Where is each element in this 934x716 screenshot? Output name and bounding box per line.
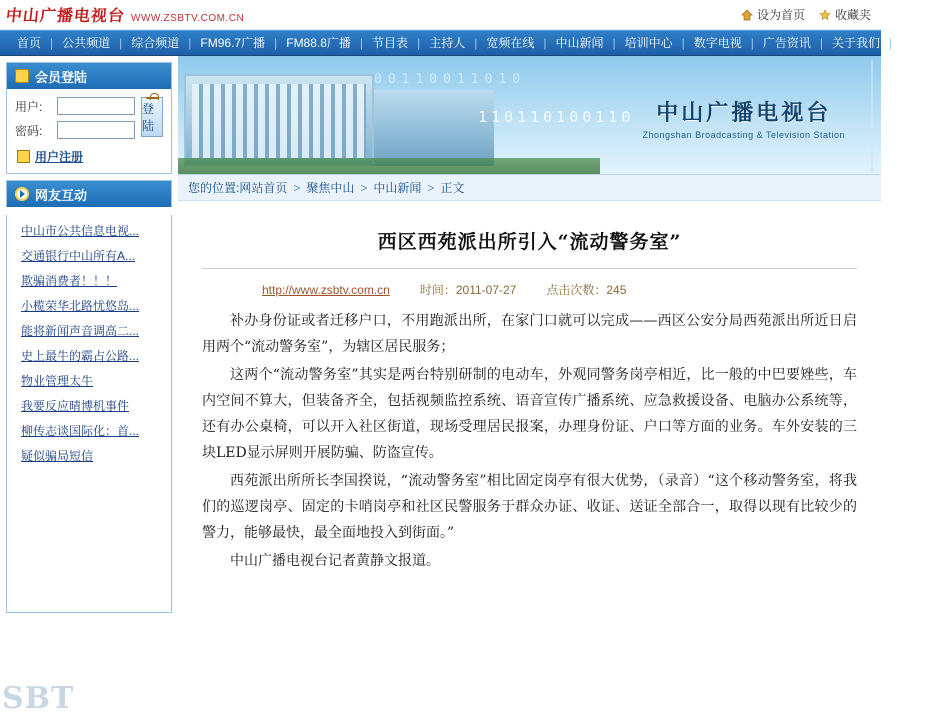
add-favorite-label: 收藏夹 [834, 8, 871, 22]
nav-sep: | [417, 36, 421, 50]
interact-panel-title: 网友互动 [35, 187, 88, 203]
nav-sep: | [750, 36, 754, 50]
banner-building-image-2 [374, 90, 494, 166]
logo-url: WWW.ZSBTV.COM.CN [131, 13, 245, 24]
nav-item-8[interactable]: 中山新闻 [555, 36, 604, 50]
set-homepage-label: 设为首页 [756, 8, 805, 22]
nav-item-12[interactable]: 关于我们 [832, 36, 881, 50]
star-icon [819, 9, 831, 21]
username-label: 用户: [15, 99, 43, 114]
interact-link-list [6, 215, 172, 613]
login-panel-title: 会员登陆 [35, 69, 88, 85]
nav-sep: | [50, 36, 54, 50]
banner-digits-secondary: 00110011010 [374, 72, 527, 87]
list-item[interactable]: 柳传志谈国际化：首... [21, 424, 140, 438]
list-item[interactable]: 疑似骗局短信 [21, 449, 94, 463]
nav-sep: | [543, 36, 547, 50]
list-item[interactable]: 小榄荣华北路忧悠岛... [21, 299, 140, 313]
nav-sep: | [474, 36, 478, 50]
article-hits [546, 281, 626, 298]
banner-brand [643, 96, 845, 140]
list-item[interactable]: 史上最牛的霸占公路... [21, 349, 140, 363]
article-hits-label: 点击次数： [546, 283, 607, 297]
page-body [0, 56, 881, 714]
member-icon [15, 69, 29, 83]
interact-panel [6, 180, 172, 207]
nav-item-6[interactable]: 主持人 [429, 36, 466, 50]
banner-edge-accent [871, 60, 873, 172]
banner-building-image [184, 74, 374, 166]
breadcrumb-sep: > [293, 180, 301, 195]
main-content [178, 56, 881, 714]
breadcrumb-item-2[interactable]: 中山新闻 [373, 181, 422, 195]
nav-sep: | [681, 36, 685, 50]
nav-item-5[interactable]: 节目表 [372, 36, 409, 50]
nav-item-9[interactable]: 培训中心 [624, 36, 673, 50]
top-bar [0, 0, 881, 30]
login-submit-label: 登陆 [142, 102, 155, 133]
user-add-icon [17, 150, 30, 163]
nav-sep: | [188, 36, 192, 50]
article-source-link[interactable]: http://www.zsbtv.com.cn [262, 282, 390, 297]
play-icon [15, 187, 29, 201]
login-panel [6, 62, 172, 174]
main-nav [0, 30, 926, 56]
article-meta [202, 279, 857, 308]
breadcrumb-item-0[interactable]: 网站首页 [239, 181, 288, 195]
interact-panel-header [7, 181, 171, 207]
nav-item-4[interactable]: FM88.8广播 [286, 36, 351, 50]
breadcrumb-item-1[interactable]: 聚焦中山 [306, 181, 355, 195]
site-banner [178, 56, 881, 175]
banner-foliage [178, 158, 600, 174]
nav-item-7[interactable]: 宽频在线 [486, 36, 535, 50]
nav-sep: | [612, 36, 616, 50]
article [178, 201, 881, 714]
article-body [202, 308, 857, 574]
page-title: 西区西苑派出所引入“流动警务室” [377, 231, 682, 253]
password-input[interactable] [57, 121, 135, 139]
nav-item-1[interactable]: 公共频道 [62, 36, 111, 50]
nav-sep: | [819, 36, 824, 50]
nav-sep: | [359, 36, 364, 50]
article-paragraph: 中山广播电视台记者黄静文报道。 [230, 553, 440, 569]
article-paragraph: 这两个“流动警务室”其实是两台特别研制的电动车，外观同警务岗亭相近，比一般的中巴要矬些，车内空间不算大，但装备齐全，包括视频监控系统、语音宣传广播系统、应急救援设备、电脑办公系统等，还有办公桌椅，可以开入社区街道，现场受理居民报案，办理身份证、户口等方面的业务。车外安装的三块LED显示屏则开展防骗、防盗宣传。 [202, 367, 857, 461]
title-divider [202, 268, 857, 269]
add-favorite-button[interactable] [819, 6, 871, 23]
login-submit-button[interactable] [141, 97, 163, 137]
nav-item-3[interactable]: FM96.7广播 [200, 36, 266, 50]
nav-item-0[interactable]: 首页 [17, 36, 42, 50]
nav-item-11[interactable]: 广告资讯 [762, 36, 811, 50]
set-homepage-button[interactable] [741, 6, 805, 23]
username-input[interactable] [57, 97, 135, 115]
list-item[interactable]: 物业管理太牛 [21, 374, 94, 388]
banner-digits: 110110100110 [478, 108, 635, 126]
list-item[interactable]: 能将新闻声音调高二... [21, 324, 140, 338]
home-icon [741, 9, 753, 21]
breadcrumb-sep: > [360, 180, 368, 195]
login-panel-header [7, 63, 171, 89]
article-paragraph: 西苑派出所所长李国揆说，“流动警务室”相比固定岗亭有很大优势，（录音）“这个移动警务室，将我们的巡逻岗亭、固定的卡哨岗亭和社区民警服务于群众办证、收证、送证全部合一，取得以现有比较少的警力，能够最快，最全面地投入到街面。” [202, 473, 857, 541]
username-row [15, 97, 135, 115]
breadcrumb-item-3: 正文 [440, 181, 465, 195]
logo-text: 中山广播电视台 [4, 6, 126, 25]
top-bar-actions [741, 6, 871, 23]
breadcrumb [178, 175, 881, 201]
article-time-label: 时间： [419, 283, 456, 297]
register-row[interactable] [15, 145, 163, 167]
banner-brand-cn: 中山广播电视台 [656, 100, 832, 126]
list-item[interactable]: 交通银行中山所有A... [21, 249, 136, 263]
register-link[interactable]: 用户注册 [35, 150, 84, 164]
nav-sep: | [889, 36, 893, 50]
list-item[interactable]: 中山市公共信息电视... [21, 224, 140, 238]
nav-sep: | [274, 36, 278, 50]
nav-sep: | [119, 36, 123, 50]
sidebar [0, 56, 178, 714]
list-item[interactable]: 欺骗消费者！！！ [21, 274, 118, 288]
lock-icon [146, 97, 159, 99]
list-item[interactable]: 我要反应晴博机事件 [21, 399, 130, 413]
breadcrumb-prefix: 您的位置: [188, 181, 240, 195]
password-row [15, 121, 135, 139]
nav-item-10[interactable]: 数字电视 [693, 36, 742, 50]
article-hits-value: 245 [606, 283, 627, 297]
article-time-value: 2011-07-27 [455, 283, 517, 297]
article-paragraph: 补办身份证或者迁移户口，不用跑派出所，在家门口就可以完成——西区公安分局西苑派出所近日启用两个“流动警务室”，为辖区居民服务； [202, 313, 857, 355]
password-label: 密码: [15, 123, 43, 138]
breadcrumb-sep: > [427, 180, 435, 195]
article-time [420, 281, 517, 298]
site-logo[interactable] [6, 3, 244, 26]
login-form [7, 89, 171, 173]
sidebar-watermark: SBT [2, 681, 75, 716]
nav-item-2[interactable]: 综合频道 [131, 36, 180, 50]
nav-item-13[interactable]: 论坛 [901, 36, 926, 50]
banner-brand-en: Zhongshan Broadcasting & Television Station [642, 130, 845, 140]
